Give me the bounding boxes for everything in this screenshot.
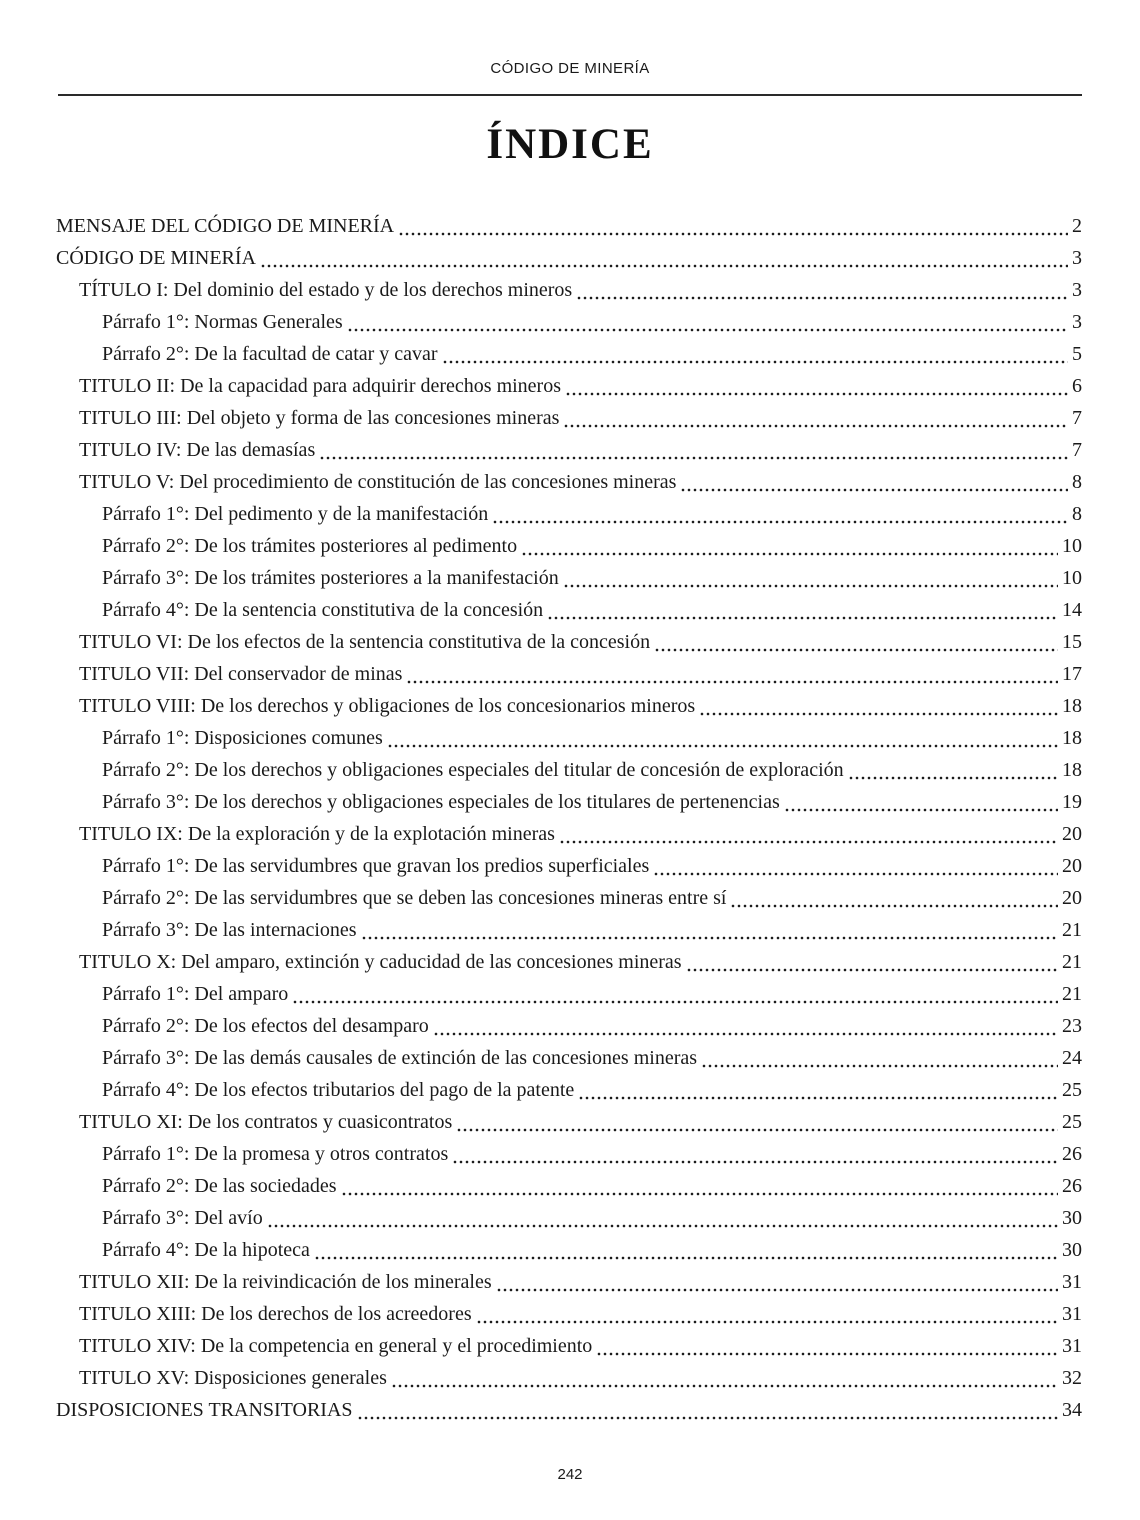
toc-entry xyxy=(56,370,1082,402)
toc-entry-label: TITULO IV: De las demasías xyxy=(79,439,316,461)
toc-entry-label: Párrafo 1°: De las servidumbres que gravan los predios superficiales xyxy=(102,855,650,877)
toc-entry xyxy=(56,1394,1082,1426)
toc-entry xyxy=(56,466,1082,498)
toc-entry-label: Párrafo 3°: Del avío xyxy=(102,1207,263,1229)
toc-entry-page: 5 xyxy=(1072,343,1082,365)
dot-leader-icon xyxy=(398,232,1068,236)
toc-entry-page: 3 xyxy=(1072,279,1082,301)
dot-leader-icon xyxy=(563,424,1068,428)
toc-entry-page: 21 xyxy=(1062,951,1082,973)
toc-entry-label: MENSAJE DEL CÓDIGO DE MINERÍA xyxy=(56,215,395,237)
toc-entry xyxy=(56,914,1082,946)
toc-entry-page: 30 xyxy=(1062,1239,1082,1261)
toc-entry xyxy=(56,658,1082,690)
toc-entry-label: Párrafo 1°: De la promesa y otros contratos xyxy=(102,1143,449,1165)
dot-leader-icon xyxy=(456,1128,1058,1132)
toc-entry-page: 32 xyxy=(1062,1367,1082,1389)
dot-leader-icon xyxy=(314,1256,1058,1260)
dot-leader-icon xyxy=(576,296,1068,300)
toc-entry-page: 20 xyxy=(1062,855,1082,877)
toc-entry-page: 7 xyxy=(1072,407,1082,429)
toc-entry xyxy=(56,530,1082,562)
toc-entry-label: CÓDIGO DE MINERÍA xyxy=(56,247,256,269)
toc-entry-label: Párrafo 2°: De los trámites posteriores al pedimento xyxy=(102,535,518,557)
toc-entry-label: TITULO XI: De los contratos y cuasicontratos xyxy=(79,1111,453,1133)
dot-leader-icon xyxy=(260,264,1068,268)
dot-leader-icon xyxy=(680,488,1068,492)
toc-entry-label: TITULO XV: Disposiciones generales xyxy=(79,1367,387,1389)
toc-entry xyxy=(56,402,1082,434)
toc-entry xyxy=(56,722,1082,754)
toc-entry-page: 24 xyxy=(1062,1047,1082,1069)
toc-entry-label: Párrafo 2°: De las sociedades xyxy=(102,1175,337,1197)
toc-entry-page: 31 xyxy=(1062,1303,1082,1325)
toc-entry-label: Párrafo 1°: Normas Generales xyxy=(102,311,343,333)
toc-entry-label: TITULO II: De la capacidad para adquirir derechos mineros xyxy=(79,375,562,397)
toc-entry xyxy=(56,434,1082,466)
toc-entry-label: Párrafo 4°: De los efectos tributarios del pago de la patente xyxy=(102,1079,575,1101)
toc-entry xyxy=(56,626,1082,658)
toc-entry xyxy=(56,1010,1082,1042)
toc-entry xyxy=(56,242,1082,274)
toc-entry xyxy=(56,754,1082,786)
toc-entry xyxy=(56,818,1082,850)
dot-leader-icon xyxy=(492,520,1068,524)
toc-entry xyxy=(56,690,1082,722)
toc-entry xyxy=(56,498,1082,530)
toc-entry-page: 10 xyxy=(1062,567,1082,589)
toc-entry-label: TÍTULO I: Del dominio del estado y de los derechos mineros xyxy=(79,279,573,301)
toc-entry xyxy=(56,850,1082,882)
dot-leader-icon xyxy=(521,552,1058,556)
toc-entry xyxy=(56,1298,1082,1330)
dot-leader-icon xyxy=(357,1416,1058,1420)
dot-leader-icon xyxy=(341,1192,1058,1196)
toc-entry-label: Párrafo 2°: De las servidumbres que se deben las concesiones mineras entre sí xyxy=(102,887,727,909)
toc-entry xyxy=(56,1266,1082,1298)
toc-entry xyxy=(56,274,1082,306)
toc-entry-label: Párrafo 3°: De los derechos y obligaciones especiales de los titulares de pertenencias xyxy=(102,791,780,813)
dot-leader-icon xyxy=(387,744,1058,748)
table-of-contents xyxy=(56,210,1082,1426)
header-rule xyxy=(58,94,1082,96)
toc-entry xyxy=(56,1202,1082,1234)
toc-entry-label: TITULO IX: De la exploración y de la explotación mineras xyxy=(79,823,555,845)
running-header: CÓDIGO DE MINERÍA xyxy=(490,60,650,77)
toc-entry-page: 31 xyxy=(1062,1335,1082,1357)
toc-entry-page: 8 xyxy=(1072,471,1082,493)
toc-entry-page: 18 xyxy=(1062,759,1082,781)
toc-entry-page: 20 xyxy=(1062,823,1082,845)
toc-entry-label: Párrafo 3°: De las internaciones xyxy=(102,919,357,941)
toc-entry-page: 10 xyxy=(1062,535,1082,557)
toc-entry-page: 14 xyxy=(1062,599,1082,621)
toc-entry xyxy=(56,978,1082,1010)
dot-leader-icon xyxy=(848,776,1058,780)
toc-entry xyxy=(56,210,1082,242)
toc-entry-label: Párrafo 3°: De las demás causales de extinción de las concesiones mineras xyxy=(102,1047,698,1069)
dot-leader-icon xyxy=(433,1032,1058,1036)
toc-entry-label: Párrafo 2°: De los derechos y obligaciones especiales del titular de concesión de exploración xyxy=(102,759,844,781)
dot-leader-icon xyxy=(442,360,1068,364)
toc-entry-label: Párrafo 1°: Disposiciones comunes xyxy=(102,727,383,749)
toc-entry-page: 30 xyxy=(1062,1207,1082,1229)
toc-entry-page: 23 xyxy=(1062,1015,1082,1037)
toc-entry-page: 2 xyxy=(1072,215,1082,237)
toc-entry-label: TITULO XIII: De los derechos de los acreedores xyxy=(79,1303,472,1325)
toc-entry-label: Párrafo 3°: De los trámites posteriores a la manifestación xyxy=(102,567,559,589)
toc-entry-page: 3 xyxy=(1072,311,1082,333)
dot-leader-icon xyxy=(578,1096,1058,1100)
toc-entry-label: TITULO VIII: De los derechos y obligaciones de los concesionarios mineros xyxy=(79,695,696,717)
dot-leader-icon xyxy=(699,712,1058,716)
dot-leader-icon xyxy=(559,840,1058,844)
dot-leader-icon xyxy=(730,904,1058,908)
page-number: 242 xyxy=(557,1466,583,1483)
dot-leader-icon xyxy=(452,1160,1058,1164)
dot-leader-icon xyxy=(361,936,1058,940)
dot-leader-icon xyxy=(596,1352,1058,1356)
toc-entry-page: 8 xyxy=(1072,503,1082,525)
toc-entry xyxy=(56,1234,1082,1266)
toc-entry-label: TITULO X: Del amparo, extinción y caducidad de las concesiones mineras xyxy=(79,951,682,973)
dot-leader-icon xyxy=(267,1224,1058,1228)
page-title: ÍNDICE xyxy=(486,121,654,168)
toc-entry-page: 17 xyxy=(1062,663,1082,685)
dot-leader-icon xyxy=(347,328,1068,332)
toc-entry-page: 21 xyxy=(1062,919,1082,941)
toc-entry-page: 3 xyxy=(1072,247,1082,269)
dot-leader-icon xyxy=(406,680,1058,684)
toc-entry xyxy=(56,306,1082,338)
toc-entry-label: Párrafo 2°: De la facultad de catar y cavar xyxy=(102,343,438,365)
toc-entry-page: 26 xyxy=(1062,1143,1082,1165)
toc-entry xyxy=(56,1362,1082,1394)
toc-entry xyxy=(56,562,1082,594)
toc-entry-page: 25 xyxy=(1062,1111,1082,1133)
toc-entry-label: TITULO VII: Del conservador de minas xyxy=(79,663,403,685)
toc-entry-page: 7 xyxy=(1072,439,1082,461)
dot-leader-icon xyxy=(391,1384,1058,1388)
toc-entry xyxy=(56,1074,1082,1106)
dot-leader-icon xyxy=(292,1000,1058,1004)
dot-leader-icon xyxy=(565,392,1068,396)
toc-entry xyxy=(56,1106,1082,1138)
toc-entry-label: Párrafo 2°: De los efectos del desamparo xyxy=(102,1015,429,1037)
toc-entry-page: 15 xyxy=(1062,631,1082,653)
toc-entry-label: Párrafo 1°: Del amparo xyxy=(102,983,289,1005)
dot-leader-icon xyxy=(784,808,1058,812)
toc-entry-label: TITULO XII: De la reivindicación de los minerales xyxy=(79,1271,492,1293)
dot-leader-icon xyxy=(653,872,1058,876)
toc-entry-label: TITULO VI: De los efectos de la sentencia constitutiva de la concesión xyxy=(79,631,651,653)
toc-entry xyxy=(56,786,1082,818)
toc-entry-label: TITULO XIV: De la competencia en general y el procedimiento xyxy=(79,1335,593,1357)
toc-entry-page: 18 xyxy=(1062,695,1082,717)
toc-entry-page: 18 xyxy=(1062,727,1082,749)
toc-entry xyxy=(56,1330,1082,1362)
toc-entry-label: Párrafo 1°: Del pedimento y de la manifestación xyxy=(102,503,489,525)
toc-entry xyxy=(56,1042,1082,1074)
dot-leader-icon xyxy=(686,968,1058,972)
toc-entry-label: Párrafo 4°: De la sentencia constitutiva de la concesión xyxy=(102,599,544,621)
toc-entry-label: DISPOSICIONES TRANSITORIAS xyxy=(56,1399,353,1421)
toc-entry-page: 6 xyxy=(1072,375,1082,397)
dot-leader-icon xyxy=(547,616,1058,620)
toc-entry xyxy=(56,1138,1082,1170)
toc-entry xyxy=(56,882,1082,914)
dot-leader-icon xyxy=(701,1064,1058,1068)
toc-entry-label: Párrafo 4°: De la hipoteca xyxy=(102,1239,310,1261)
toc-entry-page: 26 xyxy=(1062,1175,1082,1197)
toc-entry-page: 34 xyxy=(1062,1399,1082,1421)
dot-leader-icon xyxy=(496,1288,1058,1292)
toc-entry-page: 25 xyxy=(1062,1079,1082,1101)
toc-entry-page: 31 xyxy=(1062,1271,1082,1293)
toc-entry xyxy=(56,1170,1082,1202)
toc-entry-page: 20 xyxy=(1062,887,1082,909)
dot-leader-icon xyxy=(563,584,1058,588)
toc-entry xyxy=(56,338,1082,370)
dot-leader-icon xyxy=(654,648,1058,652)
toc-entry-page: 21 xyxy=(1062,983,1082,1005)
dot-leader-icon xyxy=(476,1320,1058,1324)
dot-leader-icon xyxy=(319,456,1068,460)
toc-entry xyxy=(56,594,1082,626)
toc-entry-page: 19 xyxy=(1062,791,1082,813)
toc-entry-label: TITULO III: Del objeto y forma de las concesiones mineras xyxy=(79,407,560,429)
toc-entry-label: TITULO V: Del procedimiento de constitución de las concesiones mineras xyxy=(79,471,677,493)
toc-entry xyxy=(56,946,1082,978)
